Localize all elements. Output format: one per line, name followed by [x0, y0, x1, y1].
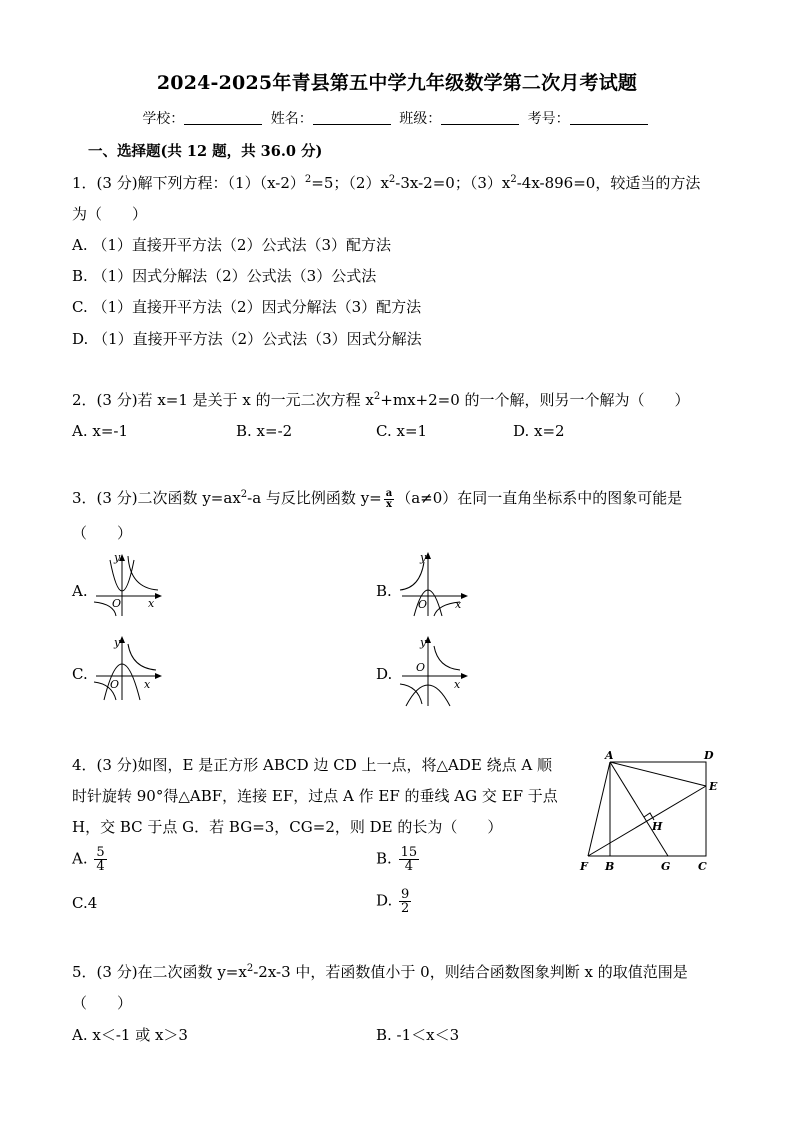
q3-graph-c[interactable] — [92, 634, 164, 702]
page-title: 2024-2025年青县第五中学九年级数学第二次月考试题 — [156, 72, 638, 94]
option-label: D. — [376, 891, 393, 910]
q5-stem — [72, 961, 688, 982]
q4-stem-line3: H，交 BC 于点 G．若 BG=3，CG=2，则 DE 的长为（ ） — [72, 818, 503, 836]
q1-sup: 2 — [304, 174, 312, 185]
frac-num: 5 — [96, 845, 105, 860]
segment-ag — [610, 762, 668, 856]
x-axis-arrow — [155, 673, 162, 679]
segment-fe — [588, 786, 706, 856]
q3-stem-part: （a≠0）在同一直角坐标系中的图象可能是 — [396, 489, 683, 507]
q2-option-a[interactable]: A. x=-1 — [72, 422, 129, 440]
q1-stem-part: -3x-2=0；（3）x — [395, 174, 511, 192]
x-label: x — [454, 678, 461, 691]
q2-stem-part: 2．(3 分)若 x=1 是关于 x 的一元二次方程 x — [72, 391, 374, 409]
y-label: y — [420, 636, 427, 649]
name-blank[interactable] — [313, 112, 391, 125]
q2-sup: 2 — [373, 391, 381, 402]
q4-option-b[interactable] — [376, 846, 421, 873]
q1-stem-part: =5；（2）x — [311, 174, 389, 192]
q5-stem-part: -2x-3 中，若函数值小于 0，则结合函数图象判断 x 的取值范围是 — [253, 963, 688, 981]
x-axis-arrow — [461, 593, 468, 599]
point-e-label: E — [709, 780, 718, 793]
point-a-label: A — [605, 749, 614, 762]
q1-option-d[interactable]: D. （1）直接开平方法（2）公式法（3）因式分解法 — [72, 330, 422, 348]
student-info-line — [0, 108, 794, 128]
q2-option-c[interactable]: C. x=1 — [376, 422, 428, 440]
square-abcd — [610, 762, 706, 856]
q3-option-d-label[interactable]: D. — [376, 665, 393, 683]
option-label: B. — [376, 849, 392, 868]
q3-option-c-label[interactable]: C. — [72, 665, 88, 683]
x-label: x — [144, 678, 151, 691]
q5-option-b[interactable]: B. -1＜x＜3 — [376, 1026, 460, 1044]
option-fraction — [94, 846, 106, 873]
origin-label: O — [112, 597, 122, 610]
q5-option-a[interactable]: A. x＜-1 或 x＞3 — [72, 1026, 188, 1044]
point-f-label: F — [580, 860, 588, 873]
q3-stem-part: -a 与反比例函数 y= — [247, 489, 382, 507]
class-blank[interactable] — [441, 112, 519, 125]
point-h-label: H — [652, 820, 663, 833]
segment-ae — [610, 762, 706, 786]
q4-option-c[interactable] — [72, 894, 97, 912]
hyperbola-branch — [128, 644, 156, 670]
q4-geometry-figure — [574, 746, 726, 878]
exam-no-blank[interactable] — [570, 112, 648, 125]
q4-stem-line2: 时针旋转 90°得△ABF，连接 EF，过点 A 作 EF 的垂线 AG 交 EF 于点 — [72, 787, 558, 805]
point-b-label: B — [605, 860, 615, 873]
q3-stem — [72, 487, 682, 510]
origin-label: O — [110, 678, 120, 691]
option-text: 4 — [87, 894, 98, 912]
frac-num: 9 — [401, 887, 410, 902]
q3-frac-num: a — [385, 487, 393, 499]
section-heading: 一、选择题(共 12 题，共 36.0 分) — [88, 143, 323, 160]
point-c-label: C — [698, 860, 707, 873]
hyperbola-branch — [400, 684, 422, 704]
q3-graph-a[interactable] — [92, 552, 164, 618]
q1-sup: 2 — [510, 174, 517, 185]
y-label: y — [114, 636, 121, 649]
q3-sup: 2 — [240, 489, 248, 500]
q5-sup: 2 — [246, 963, 254, 974]
origin-label: O — [416, 661, 426, 674]
q3-graph-b[interactable] — [398, 550, 470, 618]
q4-option-d[interactable] — [376, 888, 413, 915]
hyperbola-branch — [434, 646, 460, 670]
q1-stem-line2: 为（ ） — [72, 205, 148, 223]
point-d-label: D — [704, 749, 714, 762]
q5-stem-line2: （ ） — [72, 994, 133, 1012]
q1-stem — [72, 172, 700, 193]
q2-option-d[interactable]: D. x=2 — [513, 422, 565, 440]
q4-stem-line1: 4．(3 分)如图，E 是正方形 ABCD 边 CD 上一点，将△ADE 绕点 A 顺 — [72, 756, 552, 774]
frac-num: 15 — [400, 845, 418, 860]
x-label: x — [455, 598, 462, 611]
origin-label: O — [418, 598, 428, 611]
q3-graph-d[interactable] — [398, 634, 470, 708]
point-g-label: G — [661, 860, 671, 873]
q3-stem-part: 3．(3 分)二次函数 y=ax — [72, 489, 241, 507]
option-fraction — [399, 888, 411, 915]
hyperbola-branch — [400, 562, 424, 590]
exam-no-label: 考号： — [527, 111, 570, 127]
q2-stem-part: +mx+2=0 的一个解，则另一个解为（ ） — [380, 391, 690, 409]
q2-stem — [72, 389, 690, 410]
q1-option-a[interactable]: A. （1）直接开平方法（2）公式法（3）配方法 — [72, 236, 392, 254]
q1-option-c[interactable]: C. （1）直接开平方法（2）因式分解法（3）配方法 — [72, 298, 422, 316]
option-fraction — [399, 846, 420, 873]
q3-option-b-label[interactable]: B. — [376, 582, 392, 600]
school-label: 学校： — [142, 111, 185, 127]
frac-den: 2 — [401, 901, 410, 916]
q5-stem-part: 5．(3 分)在二次函数 y=x — [72, 963, 247, 981]
school-blank[interactable] — [184, 112, 262, 125]
option-label: A. — [72, 849, 88, 868]
class-label: 班级： — [399, 111, 442, 127]
hyperbola-branch — [128, 556, 158, 590]
y-label: y — [420, 551, 427, 564]
q1-option-b[interactable]: B. （1）因式分解法（2）公式法（3）公式法 — [72, 267, 377, 285]
q3-frac-den: x — [386, 498, 392, 510]
q1-stem-part: -4x-896=0，较适当的方法 — [516, 174, 701, 192]
q3-option-a-label[interactable]: A. — [72, 582, 88, 600]
frac-den: 4 — [96, 859, 105, 874]
name-label: 姓名： — [270, 111, 313, 127]
x-label: x — [148, 597, 155, 610]
segment-af — [588, 762, 610, 856]
q3-stem-line2: （ ） — [72, 524, 133, 542]
option-label: C. — [72, 894, 88, 912]
x-axis-arrow — [155, 593, 162, 599]
frac-den: 4 — [404, 859, 413, 874]
q1-sup: 2 — [388, 174, 396, 185]
q1-stem-part: 1．(3 分)解下列方程：（1）（x-2） — [72, 174, 305, 192]
y-label: y — [114, 552, 121, 564]
q2-option-b[interactable]: B. x=-2 — [236, 422, 293, 440]
q4-option-a[interactable] — [72, 846, 109, 873]
q3-fraction — [384, 489, 394, 510]
x-axis-arrow — [461, 673, 468, 679]
